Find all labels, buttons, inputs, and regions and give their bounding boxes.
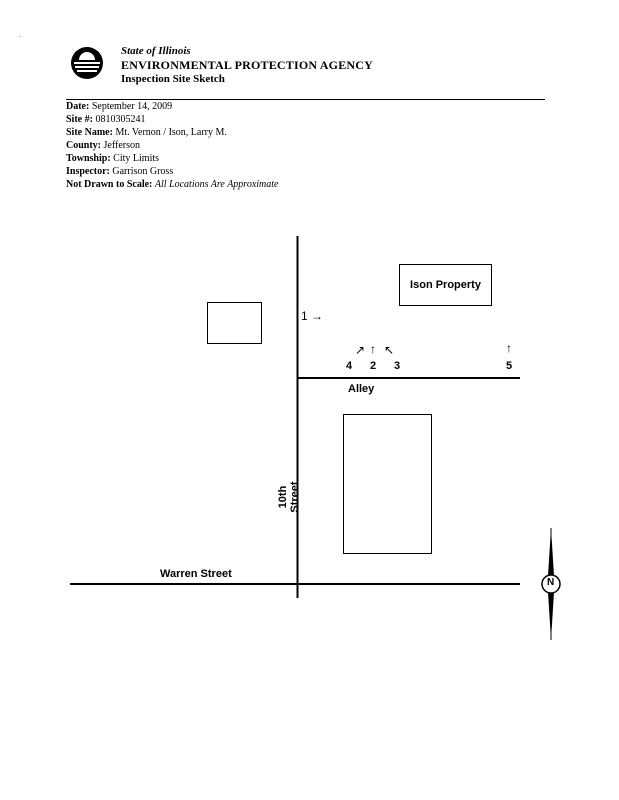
- alley-label: Alley: [348, 383, 375, 395]
- photo-point-1: 1 →: [301, 309, 324, 323]
- photo-point-2-arrow: ↑: [370, 342, 376, 356]
- photo-point-3-arrow: ↖: [384, 343, 395, 357]
- site-name-label: Site Name:: [66, 127, 113, 138]
- unlabeled-building: [207, 302, 262, 344]
- north-label: N: [547, 577, 555, 588]
- document-title: Inspection Site Sketch: [121, 73, 225, 85]
- ison-property-label: Ison Property: [410, 279, 481, 291]
- photo-point-4-arrow: ↗: [355, 343, 366, 357]
- photo-point-5-number: 5: [506, 360, 513, 372]
- photo-point-3-number: 3: [394, 360, 401, 372]
- agency-name: ENVIRONMENTAL PROTECTION AGENCY: [121, 58, 374, 72]
- site-name-value: Mt. Vernon / Ison, Larry M.: [115, 127, 227, 138]
- ison-property-building: [399, 264, 492, 306]
- photo-point-2-number: 2: [370, 360, 377, 372]
- tenth-street-label: 10th Street: [277, 481, 301, 513]
- warren-street-label: Warren Street: [160, 568, 232, 580]
- photo-point-5-arrow: ↑: [506, 341, 512, 355]
- photo-point-4-number: 4: [346, 360, 353, 372]
- scale-note-label: Not Drawn to Scale:: [66, 179, 153, 190]
- site-number-label: Site #:: [66, 114, 93, 125]
- inspector-value: Garrison Gross: [112, 166, 174, 177]
- county-value: Jefferson: [103, 140, 140, 151]
- state-name: State of Illinois: [121, 45, 191, 57]
- south-building: [343, 414, 432, 554]
- site-number-value: 0810305241: [95, 114, 146, 125]
- township-value: City Limits: [113, 153, 160, 164]
- date-value: September 14, 2009: [91, 101, 173, 112]
- speck-mark: .: [20, 33, 22, 39]
- township-label: Township:: [66, 153, 111, 164]
- date-label: Date:: [66, 101, 90, 112]
- scale-note-value: All Locations Are Approximate: [154, 179, 279, 190]
- inspector-label: Inspector:: [66, 166, 110, 177]
- county-label: County:: [66, 140, 102, 151]
